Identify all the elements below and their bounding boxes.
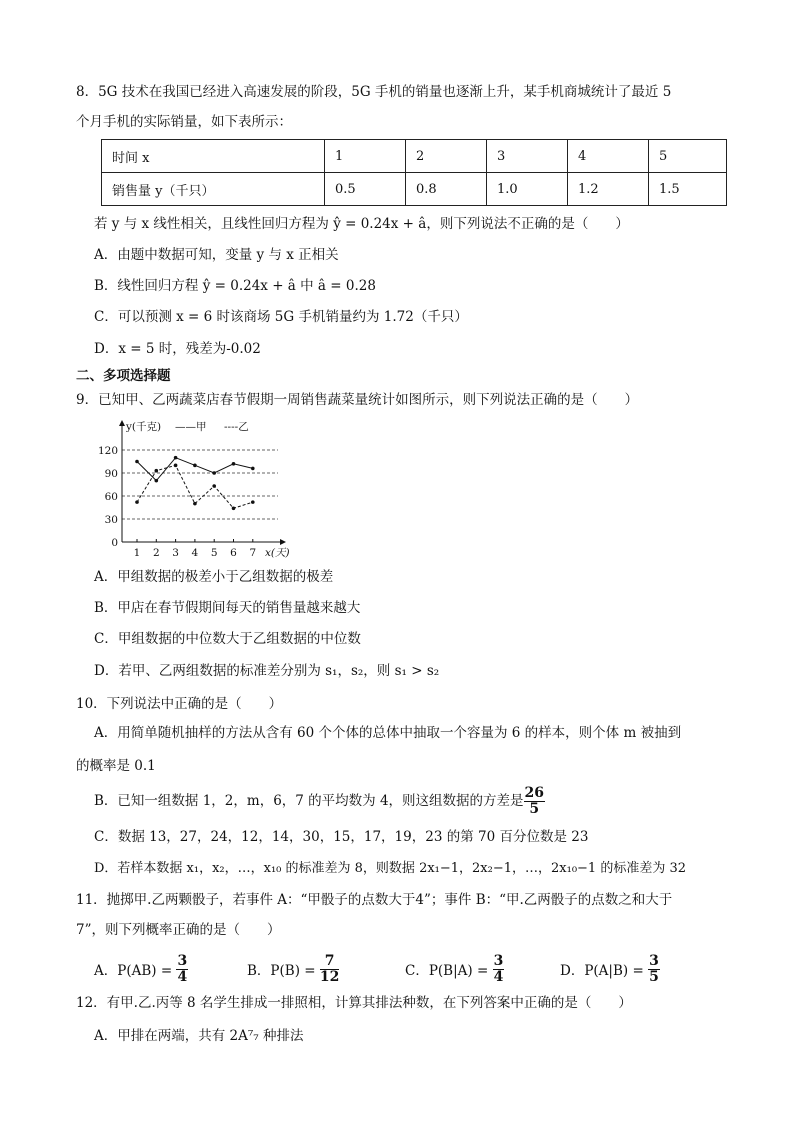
fraction-numerator: 3 [649, 952, 659, 969]
q8-option-a: A．由题中数据可知，变量 y 与 x 正相关 [94, 247, 339, 263]
sales-line-chart [97, 416, 305, 562]
q9-stem: 9．已知甲、乙两蔬菜店春节假期一周销售蔬菜量统计如图所示，则下列说法正确的是（ ） [76, 392, 639, 408]
q11-option-c-text: C．P(B|A) = [405, 963, 489, 979]
q8-option-d: D．x = 5 时，残差为-0.02 [94, 341, 261, 357]
fraction [493, 954, 505, 985]
q8-line1: 8．5G 技术在我国已经进入高速发展的阶段，5G 手机的销量也逐渐上升，某手机商城统计了最近 5 [76, 84, 672, 100]
data-point [155, 469, 159, 473]
y-axis-label: y(千克) [126, 421, 162, 433]
q8-option-b: B．线性回归方程 ŷ = 0.24x + â 中 â = 0.28 [94, 278, 376, 294]
q11-option-b-text: B．P(B) = [247, 963, 316, 979]
legend-solid: ——甲 [175, 421, 207, 433]
data-point [232, 506, 236, 510]
data-point [212, 471, 216, 475]
q11-option-a [94, 952, 188, 986]
table-cell: 2 [406, 140, 487, 173]
fraction-denominator: 12 [319, 968, 340, 985]
table-cell: 销售量 y（千只） [102, 173, 325, 206]
data-point [174, 456, 178, 460]
x-tick-label: 3 [172, 547, 179, 559]
q10-option-b [94, 784, 545, 818]
y-tick-label: 0 [111, 537, 118, 549]
table-cell: 1.2 [568, 173, 649, 206]
q11-option-a-text: A．P(AB) = [94, 963, 173, 979]
fraction-numerator: 26 [524, 785, 545, 801]
fraction-numerator: 3 [493, 952, 504, 969]
table-cell: 1.5 [649, 173, 727, 206]
q8-option-c: C．可以预测 x = 6 时该商场 5G 手机销量约为 1.72（千只） [94, 309, 468, 325]
q12-stem: 12．有甲.乙.丙等 8 名学生排成一排照相，计算其排法种数，在下列答案中正确的是（ ） [76, 995, 632, 1011]
x-tick-label: 5 [210, 547, 218, 559]
q11-option-d [560, 952, 660, 986]
q8-stem: 若 y 与 x 线性相关，且线性回归方程为 ŷ = 0.24x + â，则下列说法不正确的是（ ） [94, 216, 629, 232]
q9-option-c: C．甲组数据的中位数大于乙组数据的中位数 [94, 631, 361, 647]
fraction [524, 786, 545, 817]
q9-option-b: B．甲店在春节假期间每天的销售量越来越大 [94, 600, 361, 616]
data-point [193, 464, 197, 468]
data-point [135, 500, 139, 504]
table-cell: 4 [568, 140, 649, 173]
q10-option-d: D．若样本数据 x₁，x₂，…，x₁₀ 的标准差为 8，则数据 2x₁−1，2x₂−1，…，2x₁₀−1 的标准差为 32 [94, 861, 687, 876]
table-cell: 0.8 [406, 173, 487, 206]
fraction-numerator: 3 [177, 952, 188, 969]
q11-line1: 11．抛掷甲.乙两颗骰子，若事件 A：“甲骰子的点数大于4”；事件 B：“甲.乙两骰子的点数之和大于 [76, 892, 673, 908]
x-axis-label: x(天) [265, 547, 290, 559]
q9-option-d: D．若甲、乙两组数据的标准差分别为 s₁，s₂，则 s₁ > s₂ [94, 663, 440, 679]
section-title: 二、多项选择题 [76, 368, 171, 384]
x-tick-label: 4 [191, 547, 199, 559]
q9-option-a: A．甲组数据的极差小于乙组数据的极差 [94, 569, 334, 585]
table-row [102, 140, 727, 173]
fraction-denominator: 5 [649, 968, 659, 985]
table-row [102, 173, 727, 206]
series-line-乙 [137, 465, 253, 508]
data-point [251, 500, 255, 504]
q10-option-b-text: B．已知一组数据 1，2，m，6，7 的平均数为 4，则这组数据的方差是 [94, 793, 524, 809]
x-tick-label: 6 [230, 547, 237, 559]
data-point [212, 484, 216, 488]
data-point [174, 464, 178, 468]
legend-dashed: ----乙 [224, 421, 249, 433]
q10-stem: 10．下列说法中正确的是（ ） [76, 696, 283, 712]
q11-line2: 7”，则下列概率正确的是（ ） [76, 922, 281, 938]
sales-table [101, 139, 727, 206]
q8-line2: 个月手机的实际销量，如下表所示： [76, 114, 292, 130]
x-axis-arrow [280, 539, 286, 545]
fraction [320, 954, 339, 985]
series-line-甲 [137, 458, 253, 481]
table-cell: 1.0 [487, 173, 568, 206]
fraction-denominator: 4 [493, 968, 504, 985]
data-point [232, 462, 236, 466]
x-tick-label: 7 [249, 547, 257, 559]
y-tick-label: 30 [104, 514, 118, 526]
x-tick-label: 2 [152, 547, 160, 559]
y-tick-label: 90 [104, 468, 118, 480]
fraction [176, 954, 188, 985]
table-cell: 1 [325, 140, 406, 173]
q11-option-d-text: D．P(A|B) = [560, 963, 644, 979]
table-cell: 0.5 [325, 173, 406, 206]
y-tick-label: 60 [104, 491, 118, 503]
table-cell: 3 [487, 140, 568, 173]
q10-option-a-line2: 的概率是 0.1 [76, 758, 156, 774]
fraction-denominator: 5 [529, 801, 540, 817]
q11-option-b [247, 952, 339, 986]
table-cell: 时间 x [102, 140, 325, 173]
fraction-denominator: 4 [177, 968, 188, 985]
q11-option-c [405, 952, 504, 986]
y-axis-arrow [119, 420, 125, 426]
y-tick-label: 120 [97, 445, 118, 457]
fraction-numerator: 7 [320, 954, 339, 970]
table-cell: 5 [649, 140, 727, 173]
q12-option-a: A．甲排在两端，共有 2A⁷₇ 种排法 [94, 1028, 304, 1044]
data-point [193, 502, 197, 506]
data-point [251, 467, 255, 471]
q10-option-c: C．数据 13，27，24，12，14，30，15，17，19，23 的第 70 百分位数是 23 [94, 829, 589, 845]
x-tick-label: 1 [133, 547, 141, 559]
fraction [648, 954, 660, 985]
data-point [155, 479, 159, 483]
q10-option-a-line1: A．用简单随机抽样的方法从含有 60 个个体的总体中抽取一个容量为 6 的样本，则个体 m 被抽到 [94, 725, 682, 741]
data-point [135, 460, 139, 464]
